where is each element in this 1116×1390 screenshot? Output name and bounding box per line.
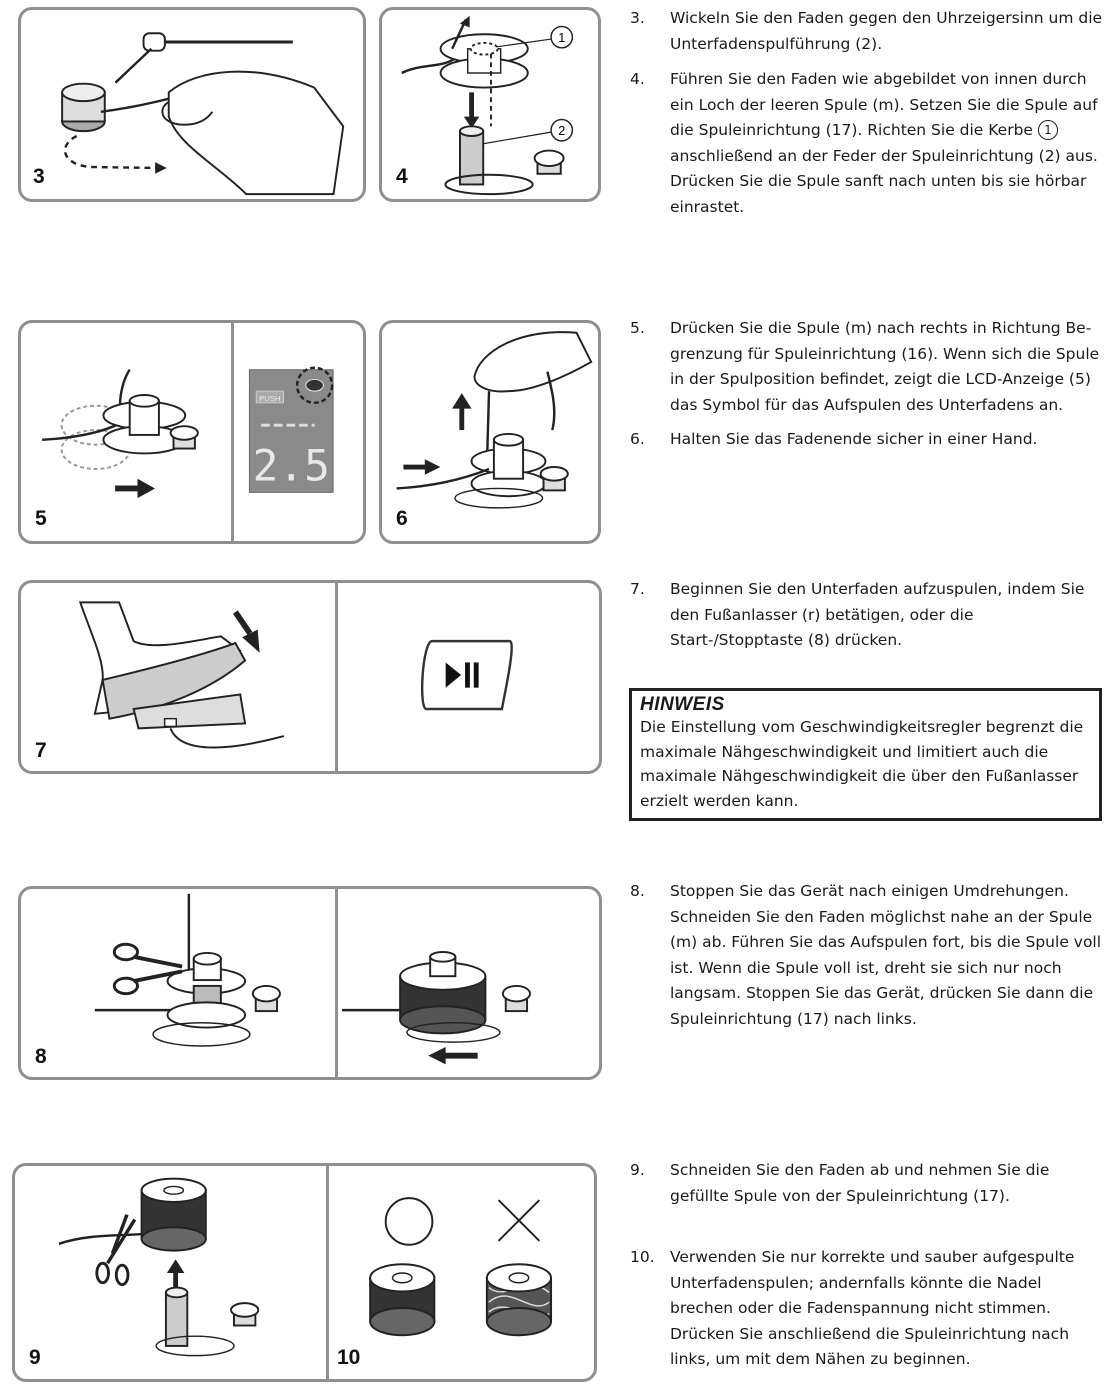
figure-9-number: 9 <box>29 1346 41 1369</box>
step-number: 4. <box>630 70 645 88</box>
figure-9-10-panel <box>12 1163 597 1382</box>
step-text: Beginnen Sie den Unterfaden aufzuspulen, indem Sie den Fußanlasser (r) betätigen, oder die Start-/Stopptaste (8) drücken. <box>670 580 1085 649</box>
figure-5-illustration <box>21 323 363 541</box>
step-number: 10. <box>630 1248 655 1266</box>
step-10 <box>630 1245 1104 1373</box>
figure-5-number: 5 <box>35 507 47 530</box>
figure-4-number: 4 <box>396 165 408 188</box>
step-text: Schneiden Sie den Faden ab und nehmen Sie die gefüllte Spule von der Spuleinrichtung (17). <box>670 1161 1050 1205</box>
figure-6-panel <box>379 320 601 544</box>
figure-9-10-illustration <box>15 1166 594 1379</box>
step-4 <box>630 67 1104 220</box>
step-text: Stoppen Sie das Gerät nach einigen Umdrehungen. Schneiden Sie den Faden möglichst nahe an der Spule (m) ab. Führen Sie das Aufspulen fort, bis die Spule voll ist. Wenn die Spule voll ist, dreht sie sich nur noch langsam. Stoppen Sie das Gerät, drücken Sie dann die Spuleinrichtung (17) nach links. <box>670 882 1102 1028</box>
step-9 <box>630 1158 1104 1209</box>
figure-4-callout-2: 2 <box>558 124 566 139</box>
figure-10-number: 10 <box>337 1346 361 1369</box>
step-text-part-a: Führen Sie den Faden wie abgebildet von innen durch ein Loch der leeren Spule (m). Setzen Sie die Spule auf die Spuleinrichtung (17). Richten Sie die Kerbe <box>670 70 1098 139</box>
figure-7-illustration <box>21 583 599 771</box>
figure-4-panel <box>379 7 601 202</box>
step-number: 3. <box>630 9 645 27</box>
step-number: 6. <box>630 430 645 448</box>
figure-3-panel <box>18 7 366 202</box>
circled-number: 1 <box>1038 120 1058 140</box>
step-6 <box>630 427 1104 453</box>
step-number: 5. <box>630 319 645 337</box>
figure-4-illustration <box>382 10 598 199</box>
step-text: Verwenden Sie nur korrekte und sauber aufgespulte Unterfadenspulen; andernfalls könnte die Nadel brechen oder die Fadenspannung nicht stimmen. Drücken Sie anschließend die Spuleinrichtung nach links, um mit dem Nähen zu beginnen. <box>670 1248 1075 1368</box>
note-box <box>629 688 1102 821</box>
step-text: Halten Sie das Fadenende sicher in einer Hand. <box>670 430 1038 448</box>
figure-4-callout-1: 1 <box>558 30 566 45</box>
step-5 <box>630 316 1104 418</box>
step-text: Drücken Sie die Spule (m) nach rechts in Richtung Begrenzung für Spuleinrichtung (16). Wenn sich die Spule in der Spulposition befindet, zeigt die LCD-Anzeige (5) das Symbol für das Aufspulen des Unterfadens an. <box>670 319 1100 414</box>
figure-7-panel <box>18 580 602 774</box>
step-8 <box>630 879 1104 1032</box>
step-7 <box>630 577 1104 654</box>
step-text: Wickeln Sie den Faden gegen den Uhrzeigersinn um die Unterfadenspulführung (2). <box>670 9 1103 53</box>
note-text: Die Einstellung vom Geschwindigkeitsregler begrenzt die maximale Nähgeschwindigkeit und limitiert auch die maximale Nähgeschwindigkeit die über den Fußanlasser erzielt werden kann. <box>640 718 1084 810</box>
step-number: 7. <box>630 580 645 598</box>
figure-6-illustration <box>382 323 598 541</box>
note-title: HINWEIS <box>640 694 725 715</box>
figure-5-panel <box>18 320 366 544</box>
step-text <box>670 67 1104 220</box>
figure-3-illustration <box>21 10 363 199</box>
step-number: 8. <box>630 882 645 900</box>
figure-8-number: 8 <box>35 1045 47 1068</box>
figure-8-illustration <box>21 889 599 1077</box>
figure-6-number: 6 <box>396 507 408 530</box>
figure-3-number: 3 <box>33 165 45 188</box>
figure-8-panel <box>18 886 602 1080</box>
figure-5-lcd-speed: 2.5 <box>252 441 330 492</box>
figure-5-push-label: PUSH <box>259 393 281 403</box>
figure-7-number: 7 <box>35 739 47 762</box>
step-number: 9. <box>630 1161 645 1179</box>
step-text-part-b: anschließend an der Feder der Spuleinrichtung (2) aus. Drücken Sie die Spule sanft nach unten bis sie hörbar einrastet. <box>670 146 1098 216</box>
step-3 <box>630 6 1104 57</box>
